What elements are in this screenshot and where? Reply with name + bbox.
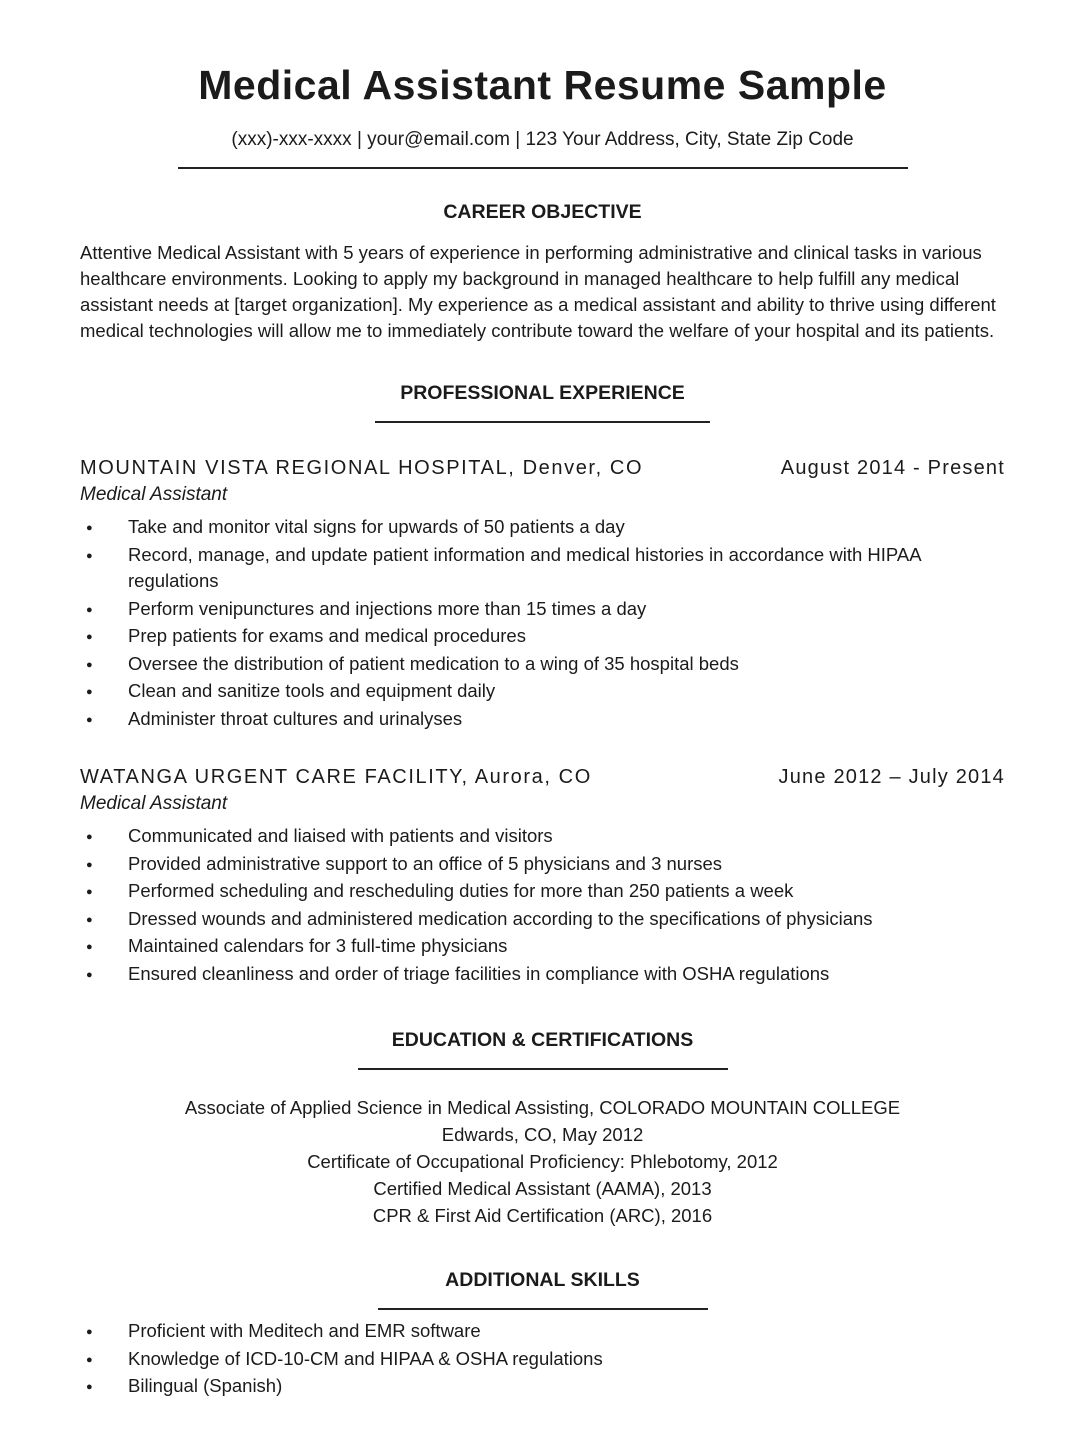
bullet-item: ● Oversee the distribution of patient medication to a wing of 35 hospital beds	[80, 651, 1005, 678]
section-heading-additional-skills: ADDITIONAL SKILLS	[445, 1269, 640, 1291]
contact-divider	[178, 167, 908, 169]
job-header	[80, 766, 1005, 789]
education-lines	[80, 1094, 1005, 1229]
bullet-item: ● Record, manage, and update patient information and medical histories in accordance with HIPAA regulations	[80, 542, 1005, 595]
bullet-item: ● Clean and sanitize tools and equipment daily	[80, 678, 1005, 705]
section-heading-education: EDUCATION & CERTIFICATIONS	[391, 1029, 694, 1051]
contact-line: (xxx)-xxx-xxxx | your@email.com | 123 Your Address, City, State Zip Code	[231, 129, 854, 150]
career-objective-text: Attentive Medical Assistant with 5 years of experience in performing administrative and clinical tasks in various healthcare environments. Looking to apply my background in managed healthcare to help fulfill any medical assistant needs at [target organization]. My experience as a medical assistant and ability to thrive using different medical technologies will allow me to immediately contribute toward the welfare of your hospital and its patients.	[80, 242, 996, 341]
job-dates: August 2014 - Present	[780, 457, 1005, 479]
skill-item: ● Knowledge of ICD-10-CM and HIPAA & OSHA regulations	[80, 1346, 1005, 1373]
education-line: CPR & First Aid Certification (ARC), 2016	[372, 1205, 713, 1226]
education-line: Certificate of Occupational Proficiency: Phlebotomy, 2012	[307, 1151, 778, 1172]
education-divider	[358, 1068, 728, 1070]
bullet-item: ● Performed scheduling and rescheduling duties for more than 250 patients a week	[80, 878, 1005, 905]
bullet-item: ● Prep patients for exams and medical procedures	[80, 623, 1005, 650]
job-entry	[80, 766, 1005, 987]
education-line: Certified Medical Assistant (AAMA), 2013	[373, 1178, 712, 1199]
job-company: MOUNTAIN VISTA REGIONAL HOSPITAL, Denver, CO	[80, 457, 644, 479]
job-header	[80, 457, 1005, 480]
education-line: Associate of Applied Science in Medical Assisting, COLORADO MOUNTAIN COLLEGE	[184, 1097, 901, 1118]
bullet-item: ● Communicated and liaised with patients and visitors	[80, 823, 1005, 850]
job-bullet-list	[80, 514, 1005, 732]
bullet-item: ● Dressed wounds and administered medication according to the specifications of physicians	[80, 906, 1005, 933]
education-line: Edwards, CO, May 2012	[441, 1124, 644, 1145]
bullet-item: ● Take and monitor vital signs for upwards of 50 patients a day	[80, 514, 1005, 541]
professional-experience-divider	[375, 421, 710, 423]
additional-skills-divider	[378, 1308, 708, 1310]
bullet-item: ● Ensured cleanliness and order of triage facilities in compliance with OSHA regulations	[80, 961, 1005, 988]
job-dates: June 2012 – July 2014	[778, 766, 1005, 788]
bullet-item: ● Provided administrative support to an office of 5 physicians and 3 nurses	[80, 851, 1005, 878]
bullet-item: ● Maintained calendars for 3 full-time physicians	[80, 933, 1005, 960]
job-company: WATANGA URGENT CARE FACILITY, Aurora, CO	[80, 766, 592, 788]
resume-title: Medical Assistant Resume Sample	[198, 62, 887, 108]
job-bullet-list	[80, 823, 1005, 987]
job-entry	[80, 457, 1005, 732]
skill-item: ● Bilingual (Spanish)	[80, 1373, 1005, 1400]
section-heading-professional-experience: PROFESSIONAL EXPERIENCE	[400, 382, 685, 404]
bullet-item: ● Administer throat cultures and urinalyses	[80, 706, 1005, 733]
skills-list	[80, 1318, 1005, 1400]
section-heading-career-objective: CAREER OBJECTIVE	[443, 201, 642, 223]
bullet-item: ● Perform venipunctures and injections more than 15 times a day	[80, 596, 1005, 623]
skill-item: ● Proficient with Meditech and EMR software	[80, 1318, 1005, 1345]
job-role: Medical Assistant	[80, 793, 228, 814]
job-role: Medical Assistant	[80, 484, 228, 505]
